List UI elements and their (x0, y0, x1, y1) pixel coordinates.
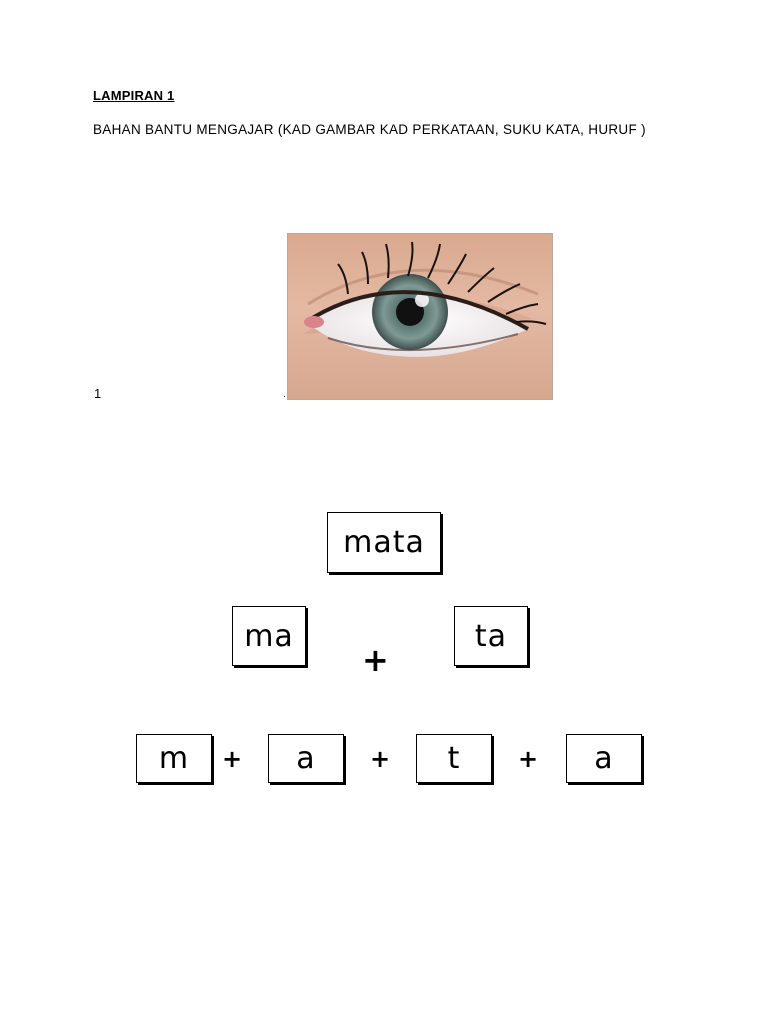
syllable-card-2: ta (454, 606, 528, 666)
plus-sign: + (222, 745, 243, 773)
letter-card-4: a (566, 734, 642, 783)
plus-sign: + (370, 745, 391, 773)
letter-card-3: t (416, 734, 492, 783)
page-heading: LAMPIRAN 1 (93, 88, 175, 103)
letter-card-2: a (268, 734, 344, 783)
plus-sign: + (362, 641, 389, 679)
plus-sign: + (518, 745, 539, 773)
letter-card-1: m (136, 734, 212, 783)
syllable-card-1: ma (232, 606, 306, 666)
page-subheading: BAHAN BANTU MENGAJAR (KAD GAMBAR KAD PERKATAAN, SUKU KATA, HURUF ) (93, 122, 646, 137)
eye-photo (287, 233, 553, 400)
item-number: 1 (94, 386, 102, 401)
word-card: mata (327, 512, 441, 573)
dot-mark: . (283, 389, 286, 400)
